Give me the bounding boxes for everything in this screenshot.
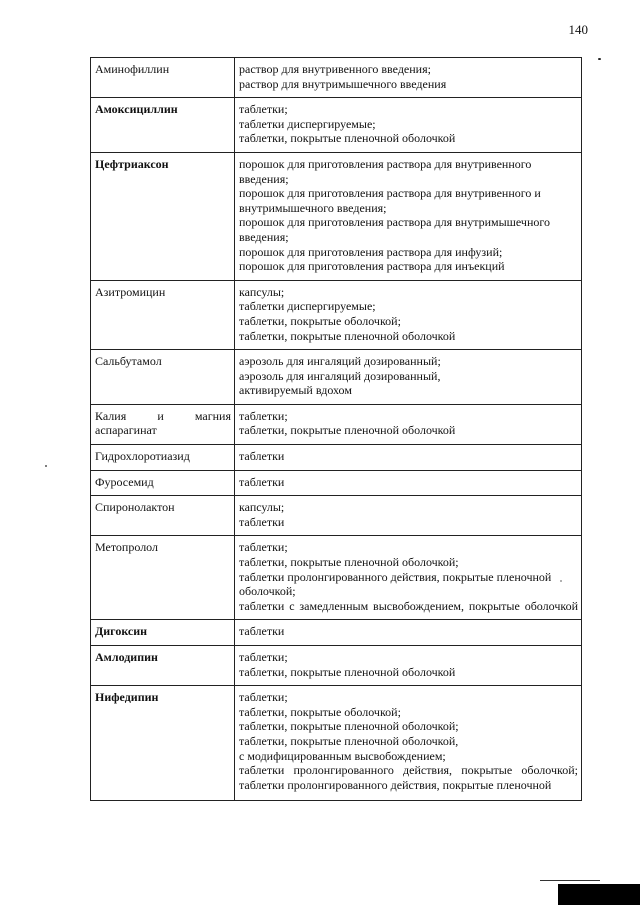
dosage-forms [235, 404, 582, 444]
dosage-form: таблетки, покрытые пленочной оболочкой [239, 664, 456, 679]
dosage-forms [235, 58, 582, 98]
dosage-forms [235, 280, 582, 349]
table-row [91, 58, 582, 98]
dosage-forms [235, 686, 582, 801]
dosage-forms [235, 445, 582, 471]
dosage-form: таблетки [239, 474, 285, 489]
dosage-forms [235, 620, 582, 646]
dosage-form: таблетки [239, 624, 285, 639]
dosage-form: таблетки, покрытые пленочной оболочкой [239, 131, 456, 146]
dosage-form: таблетки; [239, 650, 288, 664]
dosage-form: таблетки пролонгированного действия, покрытые оболочкой; [239, 763, 578, 778]
dosage-forms [235, 536, 582, 620]
scan-artifact-line [540, 880, 600, 881]
scan-speck [45, 465, 47, 467]
table-row [91, 536, 582, 620]
dosage-form: таблетки; [239, 540, 288, 555]
table-row [91, 686, 582, 801]
drug-name: Нифедипин [91, 686, 235, 801]
dosage-form: активируемый вдохом [239, 383, 352, 398]
drug-name: Спиронолактон [91, 496, 235, 536]
dosage-forms [235, 646, 582, 686]
dosage-forms [235, 496, 582, 536]
dosage-form: таблетки; [239, 102, 288, 117]
dosage-form: таблетки [239, 514, 285, 529]
drug-name: Амлодипин [91, 646, 235, 686]
dosage-form: порошок для приготовления раствора для инфузий; [239, 244, 503, 259]
dosage-form: таблетки; [239, 690, 288, 705]
drug-name: Гидрохлоротиазид [91, 445, 235, 471]
drug-name: Цефтриаксон [91, 152, 235, 280]
table-row [91, 350, 582, 405]
table-row [91, 280, 582, 349]
drug-name: Метопролол [91, 536, 235, 620]
scan-speck [598, 58, 601, 60]
dosage-form: капсулы; [239, 500, 285, 515]
dosage-form: таблетки, покрытые пленочной оболочкой; [239, 555, 459, 570]
table-row [91, 404, 582, 444]
dosage-form: аэрозоль для ингаляций дозированный; [239, 354, 441, 369]
dosage-forms [235, 152, 582, 280]
dosage-form: порошок для приготовления раствора для внутривенного и внутримышечного введения; [239, 186, 541, 215]
dosage-form: таблетки, покрытые пленочной оболочкой, [239, 733, 459, 748]
table-row [91, 98, 582, 153]
drug-name: Калия и магния аспарагинат [91, 404, 235, 444]
dosage-form: таблетки, покрытые оболочкой; [239, 313, 401, 328]
table-row [91, 496, 582, 536]
dosage-forms [235, 98, 582, 153]
drug-name: Дигоксин [91, 620, 235, 646]
dosage-form: порошок для приготовления раствора для инъекций [239, 259, 505, 274]
dosage-forms [235, 470, 582, 496]
table-row [91, 445, 582, 471]
dosage-form: порошок для приготовления раствора для внутривенного введения; [239, 156, 532, 186]
dosage-form: таблетки, покрытые пленочной оболочкой [239, 423, 456, 438]
dosage-form: таблетки, покрытые пленочной оболочкой; [239, 719, 459, 734]
dosage-form: аэрозоль для ингаляций дозированный, [239, 368, 441, 383]
dosage-form: с модифицированным высвобождением; [239, 748, 446, 763]
dosage-form: таблетки [239, 449, 285, 464]
table-row [91, 470, 582, 496]
table-row [91, 152, 582, 280]
drug-name: Азитромицин [91, 280, 235, 349]
scan-artifact-bar [558, 884, 640, 905]
drug-table [90, 57, 582, 801]
dosage-form: таблетки, покрытые пленочной оболочкой [239, 328, 456, 343]
dosage-form: порошок для приготовления раствора для внутримышечного введения; [239, 215, 551, 244]
dosage-form: раствор для внутривенного введения; [239, 62, 431, 76]
dosage-form: таблетки диспергируемые; [239, 299, 376, 314]
dosage-form: капсулы; [239, 284, 285, 299]
dosage-form: таблетки диспергируемые; [239, 116, 376, 131]
drug-name: Сальбутамол [91, 350, 235, 405]
dosage-form: раствор для внутримышечного введения [239, 76, 447, 91]
dosage-form: таблетки пролонгированного действия, покрытые пленочной оболочкой; [239, 569, 552, 599]
table-row [91, 646, 582, 686]
drug-name: Амоксициллин [91, 98, 235, 153]
dosage-form: таблетки, покрытые оболочкой; [239, 704, 401, 719]
dosage-form: таблетки пролонгированного действия, покрытые пленочной [239, 777, 552, 792]
drug-name: Фуросемид [91, 470, 235, 496]
dosage-form: таблетки с замедленным высвобождением, покрытые оболочкой [239, 598, 578, 613]
dosage-forms [235, 350, 582, 405]
dosage-form: таблетки; [239, 408, 288, 423]
drug-name: Аминофиллин [91, 58, 235, 98]
table-row [91, 620, 582, 646]
page-number: 140 [568, 22, 588, 37]
